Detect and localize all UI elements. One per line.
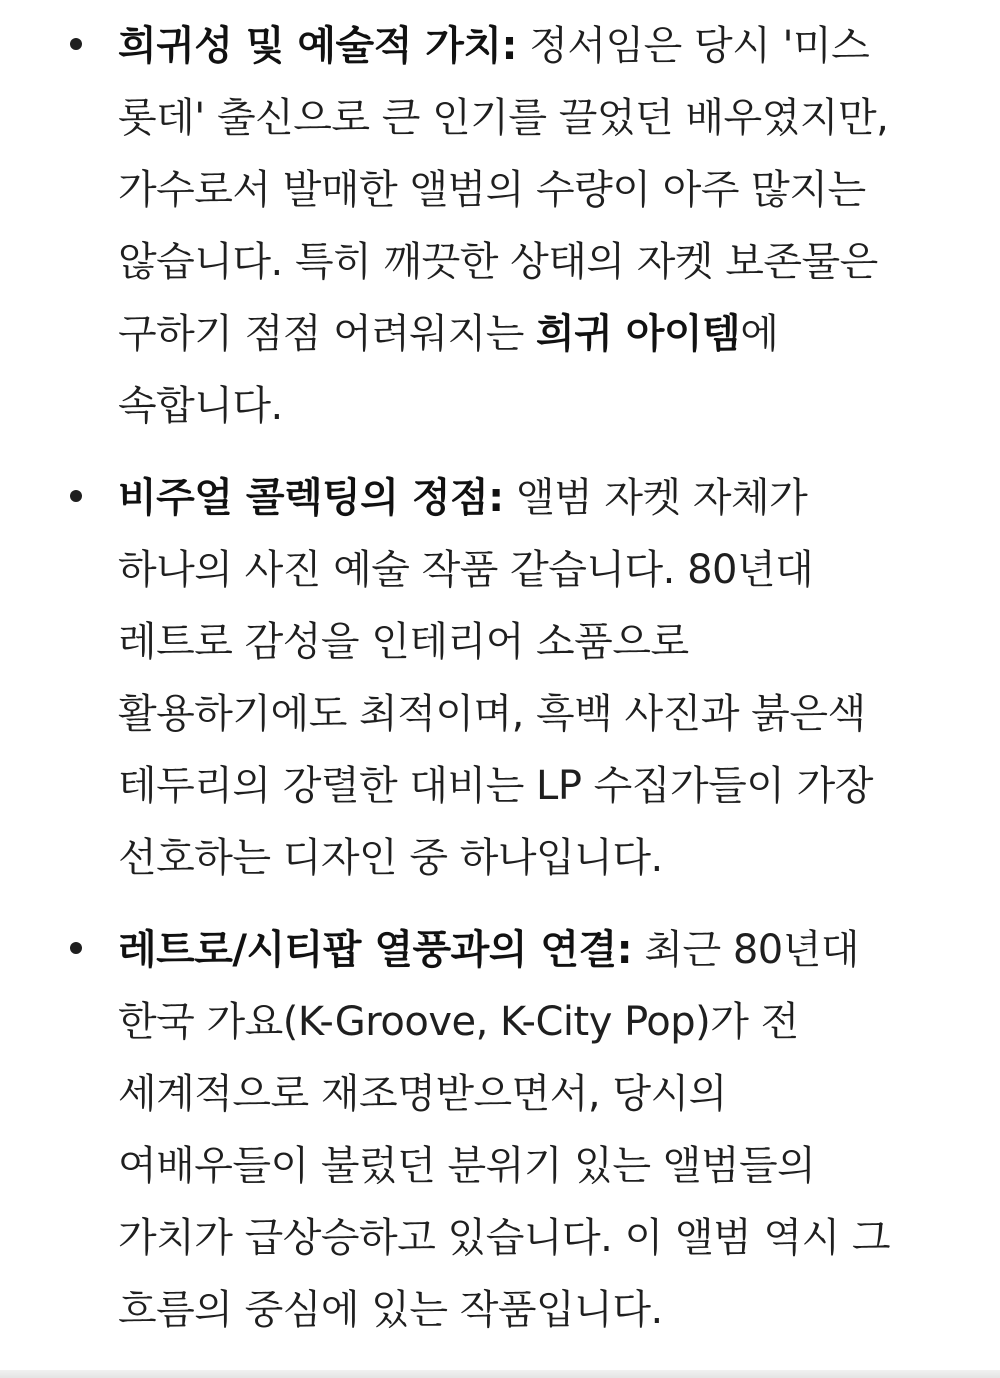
text-line: 레트로/시티팝 열풍과의 연결: 최근 80년대 <box>118 927 860 973</box>
bottom-edge-divider <box>0 1370 1000 1378</box>
item-heading: 비주얼 콜렉팅의 정점: <box>118 475 504 521</box>
text-line: 속합니다. <box>118 383 283 429</box>
item-heading: 희귀성 및 예술적 가치: <box>118 23 518 69</box>
text-line: 비주얼 콜렉팅의 정점: 앨범 자켓 자체가 <box>118 475 808 521</box>
bullet-dot-icon <box>70 942 82 954</box>
text-line: 선호하는 디자인 중 하나입니다. <box>118 835 663 881</box>
list-item-text <box>118 462 950 894</box>
text-line: 여배우들이 불렀던 분위기 있는 앨범들의 <box>118 1143 816 1189</box>
text-line: 하나의 사진 예술 작품 같습니다. 80년대 <box>118 547 814 593</box>
text-line: 활용하기에도 최적이며, 흑백 사진과 붉은색 <box>118 691 866 737</box>
text-line: 가수로서 발매한 앨범의 수량이 아주 많지는 <box>118 167 866 213</box>
bullet-dot-icon <box>70 490 82 502</box>
text-line: 테두리의 강렬한 대비는 LP 수집가들이 가장 <box>118 763 873 809</box>
item-heading: 레트로/시티팝 열풍과의 연결: <box>118 927 633 973</box>
text-line: 레트로 감성을 인테리어 소품으로 <box>118 619 689 665</box>
text-line: 세계적으로 재조명받으면서, 당시의 <box>118 1071 727 1117</box>
text-line: 흐름의 중심에 있는 작품입니다. <box>118 1287 663 1333</box>
list-item-text <box>118 10 950 442</box>
text-line: 롯데' 출신으로 큰 인기를 끌었던 배우였지만, <box>118 95 889 141</box>
text-line: 구하기 점점 어려워지는 희귀 아이템에 <box>118 311 779 357</box>
text-line: 않습니다. 특히 깨끗한 상태의 자켓 보존물은 <box>118 239 878 285</box>
list-item-text <box>118 914 950 1346</box>
emphasis-text: 희귀 아이템 <box>536 311 741 357</box>
text-line: 희귀성 및 예술적 가치: 정서임은 당시 '미스 <box>118 23 870 69</box>
text-line: 한국 가요(K-Groove, K-City Pop)가 전 <box>118 999 799 1045</box>
bullet-dot-icon <box>70 38 82 50</box>
text-line: 가치가 급상승하고 있습니다. 이 앨범 역시 그 <box>118 1215 891 1261</box>
